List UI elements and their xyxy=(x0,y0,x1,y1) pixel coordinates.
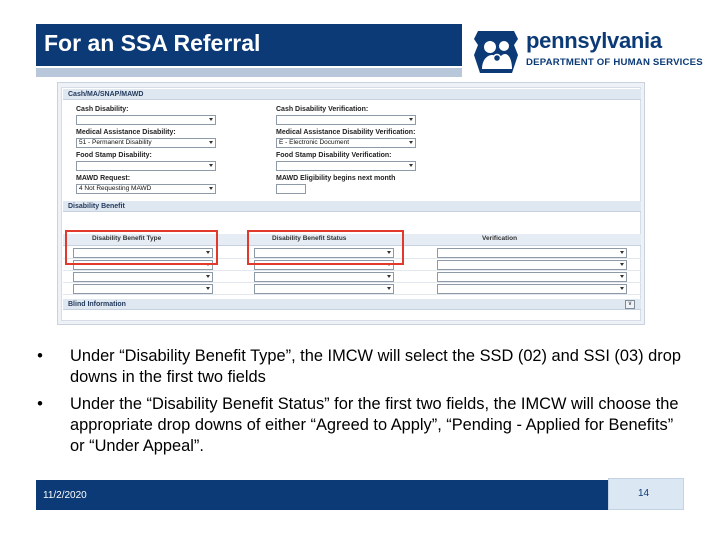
cash-disability-dropdown[interactable] xyxy=(76,115,216,125)
footer-bar xyxy=(36,480,684,510)
bullet-icon: • xyxy=(37,395,43,413)
embedded-screenshot xyxy=(57,82,645,325)
benefit-type-highlight xyxy=(65,230,218,265)
chevron-down-icon xyxy=(209,118,213,121)
chevron-down-icon xyxy=(209,164,213,167)
ma-disability-verification-value: E - Electronic Document xyxy=(279,139,350,146)
cash-disability-label: Cash Disability: xyxy=(76,106,129,113)
keystone-family-icon xyxy=(468,25,524,77)
chevron-down-icon xyxy=(209,187,213,190)
chevron-down-icon xyxy=(387,287,391,290)
slide-date: 11/2/2020 xyxy=(43,490,87,501)
chevron-down-icon xyxy=(206,287,210,290)
bullet-text: Under the “Disability Benefit Status” for the first two fields, the IMCW will choose the appropriate drop downs of either “Agreed to Apply”, “Pending - Applied for Benefits” or “Under Appeal”. xyxy=(70,395,679,455)
cash-disability-verification-label: Cash Disability Verification: xyxy=(276,106,369,113)
mawd-eligibility-label: MAWD Eligibility begins next month xyxy=(276,175,396,182)
section-header-blind: Blind Information xyxy=(63,299,641,310)
verification-dropdown[interactable] xyxy=(437,260,627,270)
benefit-type-dropdown[interactable] xyxy=(73,284,213,294)
pennsylvania-logo xyxy=(468,24,708,78)
bullet-text: Under “Disability Benefit Type”, the IMCW will select the SSD (02) and SSI (03) drop downs in the first two fields xyxy=(70,347,681,386)
page-number-box xyxy=(608,478,684,510)
column-disability-benefit-type: Disability Benefit Type xyxy=(92,235,162,242)
chevron-down-icon xyxy=(620,263,624,266)
food-stamp-disability-verification-dropdown[interactable] xyxy=(276,161,416,171)
benefit-status-dropdown[interactable] xyxy=(254,284,394,294)
chevron-down-icon xyxy=(620,287,624,290)
mawd-eligibility-checkbox[interactable] xyxy=(276,184,306,194)
ma-disability-value: 51 - Permanent Disability xyxy=(79,139,152,146)
table-row xyxy=(63,271,641,283)
chevron-down-icon xyxy=(206,275,210,278)
ma-disability-verification-dropdown[interactable] xyxy=(276,138,416,148)
chevron-down-icon xyxy=(409,118,413,121)
mawd-request-label: MAWD Request: xyxy=(76,175,131,182)
verification-dropdown[interactable] xyxy=(437,272,627,282)
logo-department: DEPARTMENT OF HUMAN SERVICES xyxy=(526,57,703,68)
chevron-down-icon xyxy=(209,141,213,144)
title-bar xyxy=(36,24,462,66)
table-row xyxy=(63,283,641,295)
ma-disability-label: Medical Assistance Disability: xyxy=(76,129,176,136)
mawd-request-value: 4 Not Requesting MAWD xyxy=(79,185,152,192)
title-underline xyxy=(36,68,462,77)
chevron-down-icon xyxy=(620,251,624,254)
verification-dropdown[interactable] xyxy=(437,284,627,294)
food-stamp-disability-label: Food Stamp Disability: xyxy=(76,152,152,159)
ma-disability-dropdown[interactable] xyxy=(76,138,216,148)
bullet-icon: • xyxy=(37,347,43,365)
verification-dropdown[interactable] xyxy=(437,248,627,258)
chevron-down-icon xyxy=(409,164,413,167)
column-disability-benefit-status: Disability Benefit Status xyxy=(272,235,347,242)
benefit-status-dropdown[interactable] xyxy=(254,272,394,282)
food-stamp-disability-dropdown[interactable] xyxy=(76,161,216,171)
bullet-item xyxy=(30,346,690,388)
slide-title: For an SSA Referral xyxy=(44,30,261,56)
section-header-benefit: Disability Benefit xyxy=(63,201,641,212)
chevron-down-icon xyxy=(409,141,413,144)
bullet-item xyxy=(30,394,690,457)
page-number: 14 xyxy=(638,488,650,499)
benefit-type-dropdown[interactable] xyxy=(73,272,213,282)
benefit-status-highlight xyxy=(247,230,404,265)
bullet-list xyxy=(30,346,690,463)
section-header-cash: Cash/MA/SNAP/MAWD xyxy=(63,89,641,100)
disability-form xyxy=(61,87,641,321)
mawd-request-dropdown[interactable] xyxy=(76,184,216,194)
cash-disability-verification-dropdown[interactable] xyxy=(276,115,416,125)
logo-name: pennsylvania xyxy=(526,28,662,53)
expand-icon[interactable]: ∨ xyxy=(625,300,635,309)
food-stamp-disability-verification-label: Food Stamp Disability Verification: xyxy=(276,152,392,159)
chevron-down-icon xyxy=(387,275,391,278)
chevron-down-icon xyxy=(620,275,624,278)
ma-disability-verification-label: Medical Assistance Disability Verification: xyxy=(276,129,416,136)
column-verification: Verification xyxy=(482,235,518,242)
